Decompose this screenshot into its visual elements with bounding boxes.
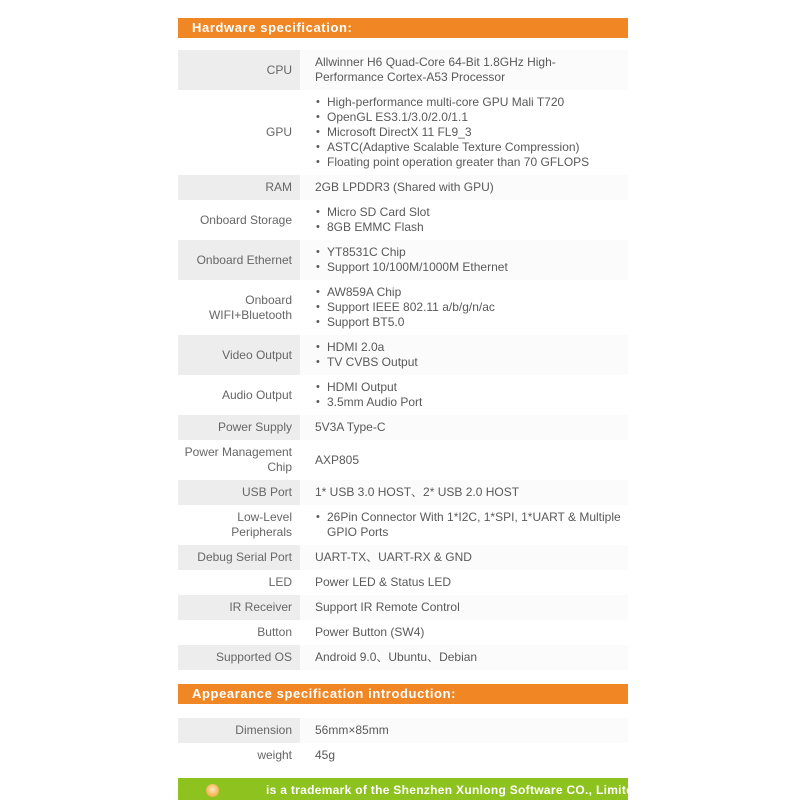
appearance-spec-table (178, 718, 628, 768)
orange-pi-logo-icon (206, 784, 219, 797)
spec-label: Supported OS (178, 645, 300, 670)
spec-label: Onboard Ethernet (178, 240, 300, 280)
spec-bullet-list (315, 340, 418, 370)
spec-value: Android 9.0、Ubuntu、Debian (300, 645, 628, 670)
hardware-section-header: Hardware specification: (178, 18, 628, 38)
spec-content (178, 18, 641, 800)
spec-value: AXP805 (315, 452, 360, 467)
trademark-footer (178, 778, 641, 800)
spec-label: weight (257, 748, 292, 762)
spec-label: Power Management Chip (184, 445, 292, 474)
spec-bullet: • AW859A Chip (315, 285, 495, 300)
spec-bullet: • OpenGL ES3.1/3.0/2.0/1.1 (315, 110, 589, 125)
spec-value (300, 280, 628, 335)
spec-value (300, 200, 628, 240)
spec-label: IR Receiver (178, 595, 300, 620)
spec-value: 1* USB 3.0 HOST、2* USB 2.0 HOST (300, 480, 628, 505)
spec-value (300, 335, 628, 375)
spec-bullet: • HDMI 2.0a (315, 340, 418, 355)
spec-bullet-list (315, 205, 430, 235)
spec-bullet: • HDMI Output (315, 380, 422, 395)
spec-bullet: • TV CVBS Output (315, 355, 418, 370)
spec-value: UART-TX、UART-RX & GND (300, 545, 628, 570)
spec-bullet: • Support 10/100M/1000M Ethernet (315, 260, 508, 275)
spec-label: CPU (178, 50, 300, 90)
spec-row-supported-os (178, 645, 628, 670)
spec-value (300, 240, 628, 280)
spec-value: Power LED & Status LED (315, 575, 452, 589)
spec-bullet: • Floating point operation greater than 70 GFLOPS (315, 155, 589, 170)
spec-bullet-list (315, 510, 624, 540)
spec-row-ram (178, 175, 628, 200)
spec-row-ir-receiver (178, 595, 628, 620)
spec-row-power-supply (178, 415, 628, 440)
spec-row-gpu (178, 90, 628, 175)
spec-bullet-list (315, 95, 589, 170)
spec-value: Power Button (SW4) (315, 625, 425, 639)
spec-bullet-list (315, 380, 422, 410)
spec-label: Onboard Storage (199, 212, 292, 227)
spec-bullet: • 3.5mm Audio Port (315, 395, 422, 410)
spec-bullet: • Microsoft DirectX 11 FL9_3 (315, 125, 589, 140)
spec-bullet: • 8GB EMMC Flash (315, 220, 430, 235)
spec-label: Onboard WIFI+Bluetooth (208, 292, 292, 322)
spec-label: RAM (178, 175, 300, 200)
spec-row-dimension (178, 718, 628, 743)
spec-row-video-output (178, 335, 628, 375)
spec-value: 45g (315, 748, 336, 762)
spec-row-onboard-storage (178, 200, 628, 240)
spec-bullet-list (315, 285, 495, 330)
spec-bullet: • Support IEEE 802.11 a/b/g/n/ac (315, 300, 495, 315)
spec-label: Power Supply (178, 415, 300, 440)
spec-row-button (178, 620, 628, 645)
spec-row-debug-serial-port (178, 545, 628, 570)
spec-label: USB Port (178, 480, 300, 505)
spec-row-usb-port (178, 480, 628, 505)
spec-bullet: • 26Pin Connector With 1*I2C, 1*SPI, 1*UART & Multiple GPIO Ports (315, 510, 624, 540)
spec-value: 2GB LPDDR3 (Shared with GPU) (300, 175, 628, 200)
spec-row-audio-output (178, 375, 628, 415)
spec-row-low-level-peripherals (178, 505, 628, 545)
spec-value: Allwinner H6 Quad-Core 64-Bit 1.8GHz High-Performance Cortex-A53 Processor (300, 50, 628, 90)
spec-row-weight (178, 743, 628, 768)
spec-bullet: • High-performance multi-core GPU Mali T720 (315, 95, 589, 110)
spec-row-led (178, 570, 628, 595)
spec-row-onboard-wifi-bluetooth (178, 280, 628, 335)
spec-row-power-management-chip (178, 440, 628, 480)
spec-label: Low-Level Peripherals (231, 510, 292, 539)
spec-label: LED (268, 575, 292, 589)
appearance-section-header: Appearance specification introduction: (178, 684, 628, 704)
spec-value (300, 505, 628, 545)
spec-value (300, 375, 628, 415)
spec-bullet: • Support BT5.0 (315, 315, 495, 330)
spec-value: 5V3A Type-C (300, 415, 628, 440)
trademark-text: is a trademark of the Shenzhen Xunlong Software CO., Limited (266, 783, 641, 797)
spec-row-onboard-ethernet (178, 240, 628, 280)
spec-value: Support IR Remote Control (300, 595, 628, 620)
spec-bullet: • YT8531C Chip (315, 245, 508, 260)
hardware-spec-table (178, 50, 628, 670)
spec-label: GPU (265, 125, 292, 139)
spec-value (300, 90, 628, 175)
spec-value: 56mm×85mm (300, 718, 628, 743)
spec-bullet: • Micro SD Card Slot (315, 205, 430, 220)
spec-label: Video Output (178, 335, 300, 375)
spec-label: Dimension (178, 718, 300, 743)
spec-label: Button (257, 625, 292, 639)
spec-bullet-list (315, 245, 508, 275)
spec-label: Debug Serial Port (178, 545, 300, 570)
spec-label: Audio Output (221, 387, 292, 402)
spec-bullet: • ASTC(Adaptive Scalable Texture Compression) (315, 140, 589, 155)
spec-row-cpu (178, 50, 628, 90)
